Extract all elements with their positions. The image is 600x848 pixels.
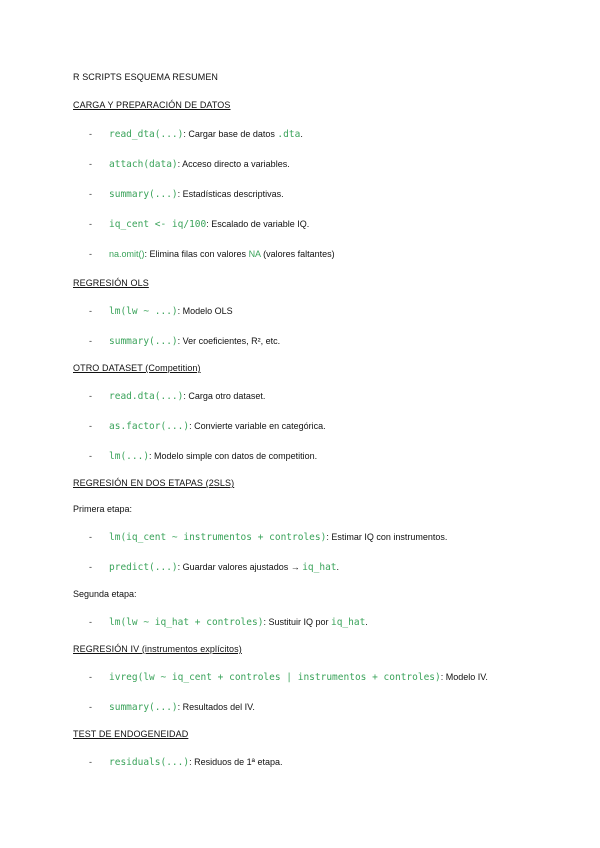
na-highlight: NA <box>248 249 261 259</box>
list-item <box>73 335 573 348</box>
list-ols <box>73 305 573 348</box>
bullet-dash: - <box>89 306 92 316</box>
code-snippet: predict(...) <box>109 562 178 573</box>
code-snippet: as.factor(...) <box>109 421 190 432</box>
item-text: : Elimina filas con valores <box>144 249 249 259</box>
bullet-dash: - <box>89 757 92 767</box>
bullet-dash: - <box>89 336 92 346</box>
item-text: : Modelo simple con datos de competition. <box>149 451 318 461</box>
list-item <box>73 420 573 433</box>
list-item <box>73 756 573 769</box>
subheading-segunda: Segunda etapa: <box>73 589 137 599</box>
bullet-dash: - <box>89 532 92 542</box>
item-tail: . <box>365 617 368 627</box>
function-name: na.omit() <box>109 249 145 259</box>
section-heading-ols: REGRESIÓN OLS <box>73 278 149 288</box>
item-text: : Resultados del IV. <box>177 702 255 712</box>
bullet-dash: - <box>89 672 92 682</box>
item-text: : Modelo IV. <box>440 672 488 682</box>
document-page <box>73 71 573 769</box>
code-snippet: lm(...) <box>109 451 150 462</box>
list-otro <box>73 390 573 463</box>
bullet-dash: - <box>89 702 92 712</box>
item-text: : Modelo OLS <box>177 306 233 316</box>
code-snippet: .dta <box>277 129 301 140</box>
item-text: : Sustituir IQ por <box>263 617 331 627</box>
item-tail: (valores faltantes) <box>260 249 335 259</box>
list-item <box>73 561 573 574</box>
item-text: : Cargar base de datos <box>183 129 278 139</box>
bullet-dash: - <box>89 159 92 169</box>
item-tail: . <box>300 129 303 139</box>
code-snippet: summary(...) <box>109 336 178 347</box>
list-item <box>73 158 573 171</box>
code-snippet: ivreg(lw ~ iq_cent + controles | instrumentos + controles) <box>109 672 441 683</box>
code-snippet: iq_hat <box>330 617 366 628</box>
list-item <box>73 390 573 403</box>
item-text: : Convierte variable en categórica. <box>189 421 326 431</box>
item-text: : Ver coeficientes, R², etc. <box>177 336 281 346</box>
bullet-dash: - <box>89 249 92 259</box>
list-endogeneidad <box>73 756 573 769</box>
list-item <box>73 616 573 629</box>
code-snippet: read_dta(...) <box>109 129 184 140</box>
code-snippet: summary(...) <box>109 189 178 200</box>
bullet-dash: - <box>89 451 92 461</box>
list-2sls-primera <box>73 531 573 574</box>
code-snippet: attach(data) <box>109 159 178 170</box>
list-item <box>73 188 573 201</box>
bullet-dash: - <box>89 129 92 139</box>
list-2sls-segunda <box>73 616 573 629</box>
list-item <box>73 701 573 714</box>
bullet-dash: - <box>89 421 92 431</box>
item-text: : Escalado de variable IQ. <box>206 219 310 229</box>
list-iv <box>73 671 573 714</box>
item-text: : Estadísticas descriptivas. <box>177 189 284 199</box>
section-heading-endogeneidad: TEST DE ENDOGENEIDAD <box>73 729 189 739</box>
subheading-primera: Primera etapa: <box>73 504 133 514</box>
bullet-dash: - <box>89 617 92 627</box>
list-item <box>73 248 573 260</box>
section-heading-otro: OTRO DATASET (Competition) <box>73 363 201 373</box>
code-snippet: lm(lw ~ iq_hat + controles) <box>109 617 264 628</box>
bullet-dash: - <box>89 391 92 401</box>
document-title: R SCRIPTS ESQUEMA RESUMEN <box>73 72 219 82</box>
code-snippet: residuals(...) <box>109 757 190 768</box>
item-text: : Estimar IQ con instrumentos. <box>326 532 448 542</box>
code-snippet: read.dta(...) <box>109 391 184 402</box>
list-item <box>73 531 573 544</box>
bullet-dash: - <box>89 219 92 229</box>
code-snippet: iq_hat <box>302 562 337 573</box>
section-heading-2sls: REGRESIÓN EN DOS ETAPAS (2SLS) <box>73 478 235 488</box>
item-text: : Carga otro dataset. <box>183 391 266 401</box>
bullet-dash: - <box>89 189 92 199</box>
item-text: : Acceso directo a variables. <box>177 159 290 169</box>
list-carga <box>73 128 573 260</box>
code-snippet: iq_cent <- iq/100 <box>109 219 207 230</box>
code-snippet: lm(lw ~ ...) <box>109 306 178 317</box>
item-text: : Guardar valores ajustados → <box>177 562 303 572</box>
list-item <box>73 128 573 141</box>
bullet-dash: - <box>89 562 92 572</box>
list-item <box>73 671 573 684</box>
item-tail: . <box>336 562 340 572</box>
list-item <box>73 305 573 318</box>
list-item <box>73 450 573 463</box>
code-snippet: summary(...) <box>109 702 178 713</box>
code-snippet: lm(iq_cent ~ instrumentos + controles) <box>109 532 327 543</box>
section-heading-carga: CARGA Y PREPARACIÓN DE DATOS <box>73 100 231 110</box>
list-item <box>73 218 573 231</box>
section-heading-iv: REGRESIÓN IV (instrumentos explícitos) <box>73 644 242 654</box>
item-text: : Residuos de 1ª etapa. <box>189 757 283 767</box>
